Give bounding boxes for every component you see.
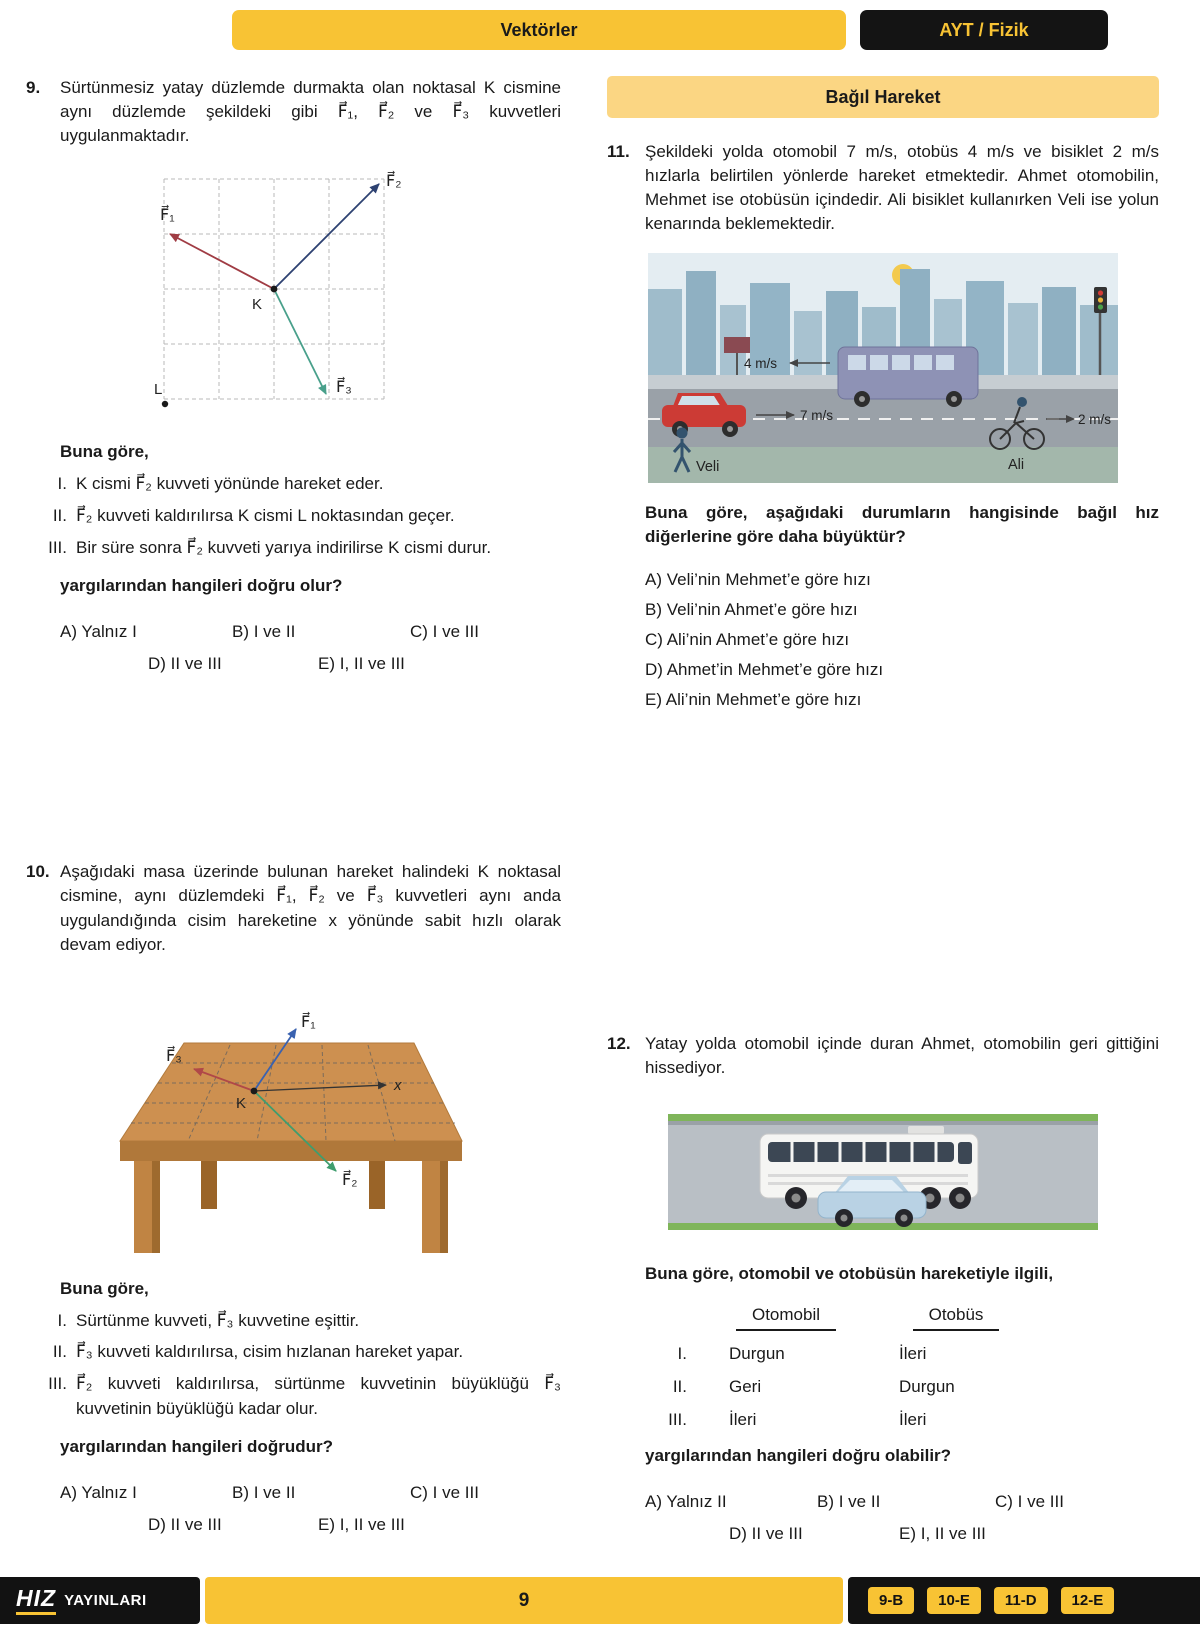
q11-question: Buna göre, aşağıdaki durumların hangisinde bağıl hız diğerlerine göre daha büyüktür? — [645, 502, 1159, 547]
q12-lead: Buna göre, otomobil ve otobüsün hareketiyle ilgili, — [645, 1264, 1054, 1284]
answer-badge: 9-B — [868, 1587, 914, 1614]
q10-option-d: D) II ve III — [148, 1515, 222, 1535]
label-f2: F⃗₂ — [341, 1171, 357, 1189]
q12-option-b: B) I ve II — [817, 1491, 881, 1511]
question-11-number: 11. — [607, 142, 630, 161]
q10-options-row-2 — [148, 1515, 561, 1535]
q9-item-3 — [26, 536, 561, 561]
q12-option-c: C) I ve III — [995, 1491, 1064, 1511]
item-text: Bir süre sonra F⃗₂ kuvveti yarıya indirilirse K cismi durur. — [76, 537, 492, 557]
q10-lead: Buna göre, — [60, 1278, 149, 1298]
header-label: Otomobil — [736, 1305, 836, 1331]
item-text: K cismi F⃗₂ kuvveti yönünde hareket eder. — [76, 474, 384, 494]
q9-lead: Buna göre, — [60, 442, 149, 462]
question-10-number: 10. — [26, 862, 50, 882]
item-text: F⃗₂ kuvveti kaldırılırsa K cismi L noktasından geçer. — [76, 506, 455, 526]
question-9 — [26, 76, 561, 148]
q10-item-2 — [26, 1340, 561, 1365]
table-front-leg-shade — [152, 1161, 160, 1253]
q9-options-row-1 — [60, 622, 561, 642]
road-top-green — [668, 1114, 1098, 1121]
question-10 — [26, 860, 561, 957]
label-f1: F⃗₁ — [300, 1013, 316, 1031]
q10-option-a: A) Yalnız I — [60, 1483, 137, 1503]
q9-option-c: C) I ve III — [410, 622, 479, 642]
question-11-figure — [607, 253, 1159, 483]
pedestrian-label: Veli — [696, 458, 720, 475]
bus-speed-label: 4 m/s — [744, 355, 778, 371]
exam-title: AYT / Fizik — [939, 19, 1029, 40]
q9-item-1 — [26, 472, 561, 497]
force-f2-arrow — [274, 184, 379, 289]
table-back-leg — [369, 1161, 385, 1209]
section-title: Bağıl Hareket — [825, 86, 941, 107]
label-f2: F⃗₂ — [385, 173, 401, 191]
cyclist-label: Ali — [1008, 456, 1025, 473]
label-f1: F⃗₁ — [159, 207, 175, 225]
table-front-leg-shade — [440, 1161, 448, 1253]
q10-options-row-1 — [60, 1483, 561, 1503]
item-numeral: I. — [57, 474, 67, 494]
answer-badge: 10-E — [927, 1587, 981, 1614]
header-label: Otobüs — [913, 1305, 1000, 1331]
question-10-text: Aşağıdaki masa üzerinde bulunan hareket halindeki K noktasal cismine, aynı düzlemdeki F⃗₁, F⃗₂ ve F⃗₃ kuvvetleri aynı anda uygulandığında cisim hareketine x yönünde sabit hızlı olarak devam ediyor. — [60, 862, 561, 954]
table-back-leg — [201, 1161, 217, 1209]
page-header — [0, 0, 1200, 50]
question-9-text: Sürtünmesiz yatay düzlemde durmakta olan noktasal K cismine aynı düzlemde şekildeki gibi F⃗₁, F⃗₂ ve F⃗₃ kuvvetleri uygulanmaktadır. — [60, 78, 561, 146]
q9-prompt: yargılarından hangileri doğru olur? — [60, 576, 343, 596]
question-12-figure — [607, 1096, 1159, 1244]
force-f1-arrow — [170, 234, 274, 289]
q11-option-d: D) Ahmet’in Mehmet’e göre hızı — [645, 659, 884, 679]
q12-options-row-1 — [645, 1492, 1159, 1512]
table-cell: Geri — [729, 1376, 762, 1396]
table-cell: İleri — [899, 1409, 927, 1429]
table-cell: Durgun — [729, 1343, 785, 1363]
question-11-text: Şekildeki yolda otomobil 7 m/s, otobüs 4 m/s ve bisiklet 2 m/s hızlarla belirtilen yönlerde hareket etmektedir. Ahmet otomobilin, Mehmet ise otobüsün içindedir. Ali bisiklet kullanırken Veli ise yolun kenarında beklemektedir. — [645, 142, 1159, 234]
label-k: K — [235, 1094, 246, 1112]
q10-option-b: B) I ve II — [232, 1483, 296, 1503]
table-cell: Durgun — [899, 1376, 955, 1396]
q9-options-row-2 — [148, 654, 561, 674]
q10-prompt: yargılarından hangileri doğrudur? — [60, 1437, 333, 1457]
q12-option-a: A) Yalnız II — [645, 1491, 727, 1511]
question-12 — [607, 1032, 1159, 1080]
exam-banner — [860, 10, 1108, 50]
question-9-number: 9. — [26, 78, 41, 97]
q12-table — [645, 1305, 1159, 1430]
table-row-numeral: II. — [672, 1376, 687, 1396]
q10-table-diagram — [104, 973, 484, 1263]
point-k-dot — [270, 286, 277, 293]
q9-option-a: A) Yalnız I — [60, 622, 137, 642]
force-f3-arrow — [274, 289, 326, 394]
item-numeral: III. — [48, 1374, 67, 1394]
q11-traffic-scene — [648, 253, 1118, 483]
question-11 — [607, 140, 1159, 237]
section-header — [607, 76, 1159, 118]
item-text: Sürtünme kuvveti, F⃗₃ kuvvetine eşittir. — [76, 1310, 360, 1330]
table-cell: İleri — [729, 1409, 757, 1429]
label-f3: F⃗₃ — [335, 379, 352, 397]
road-bottom-green — [668, 1223, 1098, 1230]
item-text: F⃗₂ kuvveti kaldırılırsa, sürtünme kuvvetinin büyüklüğü F⃗₃ kuvvetinin büyüklüğü kadar olur. — [76, 1374, 561, 1418]
item-numeral: III. — [48, 537, 67, 557]
point-l-dot — [161, 401, 167, 407]
road-top-shadow — [668, 1121, 1098, 1125]
cyclist-head — [1017, 397, 1027, 407]
item-text: F⃗₃ kuvveti kaldırılırsa, cisim hızlanan hareket yapar. — [76, 1342, 464, 1362]
q11-option-b: B) Veli’nin Ahmet’e göre hızı — [645, 599, 858, 619]
table-apron — [120, 1141, 462, 1161]
q9-option-e: E) I, II ve III — [318, 654, 405, 674]
answer-key — [848, 1577, 1200, 1624]
q12-option-d: D) II ve III — [729, 1523, 803, 1543]
q9-vector-diagram — [144, 164, 444, 426]
q11-option-c: C) Ali’nin Ahmet’e göre hızı — [645, 629, 850, 649]
item-numeral: I. — [57, 1310, 67, 1330]
pedestrian-head — [677, 427, 688, 438]
table-row-numeral: III. — [668, 1409, 687, 1429]
logo-yayinlari-text: YAYINLARI — [64, 1592, 147, 1609]
q12-options-row-2 — [729, 1524, 1159, 1544]
left-column — [26, 76, 561, 1544]
q9-option-b: B) I ve II — [232, 622, 296, 642]
q10-item-3 — [26, 1372, 561, 1421]
question-12-text: Yatay yolda otomobil içinde duran Ahmet, otomobilin geri gittiğini hissediyor. — [645, 1033, 1159, 1077]
car-speed-label: 7 m/s — [800, 407, 834, 423]
label-x: x — [393, 1076, 401, 1094]
label-k: K — [251, 296, 262, 314]
item-numeral: II. — [52, 506, 67, 526]
answer-badge: 12-E — [1061, 1587, 1115, 1614]
content-columns — [0, 50, 1200, 1544]
q12-road-scene — [668, 1096, 1098, 1244]
label-f3: F⃗₃ — [165, 1047, 182, 1065]
table-cell: İleri — [899, 1343, 927, 1363]
table-header-otomobil — [701, 1305, 871, 1331]
q10-item-1 — [26, 1309, 561, 1334]
q11-option-e: E) Ali’nin Mehmet’e göre hızı — [645, 689, 862, 709]
q12-prompt: yargılarından hangileri doğru olabilir? — [645, 1445, 952, 1465]
answer-badge: 11-D — [994, 1587, 1048, 1614]
q12-option-e: E) I, II ve III — [899, 1523, 986, 1543]
item-numeral: II. — [52, 1342, 67, 1362]
table-header-otobus — [871, 1305, 1041, 1331]
topic-banner — [232, 10, 846, 50]
logo-hiz-text: HIZ — [16, 1587, 56, 1615]
bus — [838, 347, 978, 407]
topic-title: Vektörler — [500, 19, 578, 40]
bike-speed-label: 2 m/s — [1078, 411, 1112, 427]
question-10-figure — [26, 973, 561, 1263]
question-12-number: 12. — [607, 1033, 631, 1053]
question-9-figure — [26, 164, 561, 426]
q10-option-c: C) I ve III — [410, 1483, 479, 1503]
q9-item-2 — [26, 504, 561, 529]
table-row-numeral: I. — [677, 1343, 687, 1363]
right-column — [607, 76, 1159, 1544]
point-k-dot — [250, 1087, 257, 1094]
footer-page-strip — [205, 1577, 843, 1624]
page-footer — [0, 1577, 1200, 1624]
publisher-logo — [0, 1577, 200, 1624]
q11-option-a: A) Veli’nin Mehmet’e göre hızı — [645, 569, 871, 589]
q10-option-e: E) I, II ve III — [318, 1515, 405, 1535]
page-number: 9 — [518, 1589, 530, 1611]
q9-option-d: D) II ve III — [148, 654, 222, 674]
q11-options — [645, 570, 1159, 710]
label-l: L — [153, 381, 162, 399]
